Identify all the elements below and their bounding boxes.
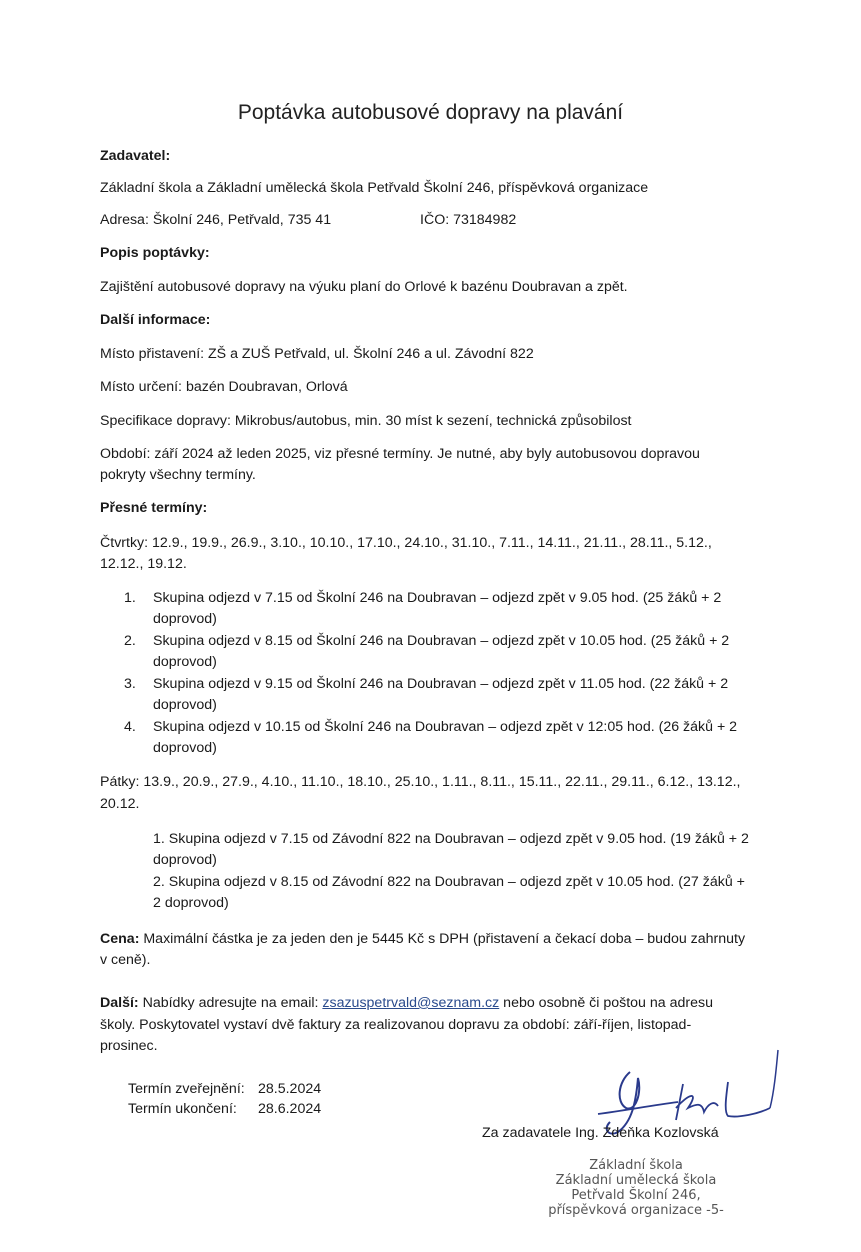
dalsi-line-1 [100,993,790,1014]
list-line-2: doprovod) [153,740,217,756]
patky-line-1: Pátky: 13.9., 20.9., 27.9., 4.10., 11.10., 18.10., 25.10., 1.11., 8.11., 15.11., 22.11., 29.11., 6.12., 13.12., [100,774,741,790]
dalsi-line-3: prosinec. [100,1038,158,1054]
list-number: 4. [124,719,136,735]
list-item [153,829,793,871]
list-line-1: 1. Skupina odjezd v 7.15 od Závodní 822 na Doubravan – odjezd zpět v 9.05 hod. (19 žáků + 2 [153,831,749,847]
dalsi-info-heading: Další informace: [100,312,211,328]
misto-urceni: Místo určení: bazén Doubravan, Orlová [100,379,348,395]
list-line-2: doprovod) [153,852,217,868]
termin-zverejneni [128,1079,321,1099]
stamp-line: Základní škola [589,1158,683,1173]
signature-line: Za zadavatele Ing. Zdeňka Kozlovská [482,1125,719,1141]
list-number: 1. [124,590,136,606]
termin-ukonceni [128,1099,321,1119]
list-line-1: Skupina odjezd v 7.15 od Školní 246 na Doubravan – odjezd zpět v 9.05 hod. (25 žáků + 2 [153,590,722,606]
ukonceni-label: Termín ukončení: [128,1101,237,1117]
list-line-2: doprovod) [153,611,217,627]
terminy-heading: Přesné termíny: [100,500,208,516]
popis-heading: Popis poptávky: [100,245,210,261]
stamp-line: Petřvald Školní 246, [571,1188,701,1203]
list-line-2: doprovod) [153,697,217,713]
list-line-2: doprovod) [153,654,217,670]
email-link[interactable]: zsazuspetrvald@seznam.cz [322,995,500,1011]
document-title: Poptávka autobusové dopravy na plavání [237,101,624,124]
cena-text: Maximální částka je za jeden den je 5445 Kč s DPH (přistavení a čekací doba – budou zahrnuty [139,931,746,947]
list-item [153,872,793,914]
dalsi-text-b: nebo osobně či poštou na adresu [499,995,713,1011]
ctvrtky-line-1: Čtvrtky: 12.9., 19.9., 26.9., 3.10., 10.10., 17.10., 24.10., 31.10., 7.11., 14.11., 21.11., 28.11., 5.12., [100,535,712,551]
obdobi-line-2: pokryty všechny termíny. [100,467,256,483]
cena-line-1 [100,929,790,950]
zverejneni-value: 28.5.2024 [258,1081,322,1097]
zadavatel-address: Adresa: Školní 246, Petřvald, 735 41 [100,212,332,228]
ctvrtky-line-2: 12.12., 19.12. [100,556,187,572]
list-line-1: Skupina odjezd v 10.15 od Školní 246 na Doubravan – odjezd zpět v 12:05 hod. (26 žáků + 2 [153,719,738,735]
list-line-2: 2 doprovod) [153,895,229,911]
obdobi-line-1: Období: září 2024 až leden 2025, viz přesné termíny. Je nutné, aby byly autobusovou dopravou [100,446,700,462]
zadavatel-ico: IČO: 73184982 [420,212,517,228]
cena-label: Cena: [100,931,140,947]
zverejneni-label: Termín zveřejnění: [128,1081,245,1097]
popis-text: Zajištění autobusové dopravy na výuku planí do Orlové k bazénu Doubravan a zpět. [100,279,628,295]
zadavatel-address-row [100,210,790,231]
stamp-line: Základní umělecká škola [555,1173,717,1188]
list-line-1: 2. Skupina odjezd v 8.15 od Závodní 822 na Doubravan – odjezd zpět v 10.05 hod. (27 žáků + [153,874,745,890]
stamp-line: příspěvková organizace -5- [548,1203,724,1218]
misto-pristaveni: Místo přistavení: ZŠ a ZUŠ Petřvald, ul. Školní 246 a ul. Závodní 822 [100,346,534,362]
dalsi-text-a: Nabídky adresujte na email: [138,995,323,1011]
specifikace: Specifikace dopravy: Mikrobus/autobus, min. 30 míst k sezení, technická způsobilost [100,413,632,429]
list-number: 2. [124,633,136,649]
list-line-1: Skupina odjezd v 8.15 od Školní 246 na Doubravan – odjezd zpět v 10.05 hod. (25 žáků + 2 [153,633,730,649]
zadavatel-heading: Zadavatel: [100,148,171,164]
patky-line-2: 20.12. [100,796,140,812]
list-line-1: Skupina odjezd v 9.15 od Školní 246 na Doubravan – odjezd zpět v 11.05 hod. (22 žáků + 2 [153,676,729,692]
dalsi-line-2: školy. Poskytovatel vystaví dvě faktury za realizovanou dopravu za období: září-říjen, listopad- [100,1017,692,1033]
dalsi-label: Další: [100,995,139,1011]
cena-line-2: v ceně). [100,952,151,968]
school-stamp [526,1158,746,1218]
ukonceni-value: 28.6.2024 [258,1101,322,1117]
list-number: 3. [124,676,136,692]
zadavatel-name: Základní škola a Základní umělecká škola Petřvald Školní 246, příspěvková organizace [100,180,649,196]
